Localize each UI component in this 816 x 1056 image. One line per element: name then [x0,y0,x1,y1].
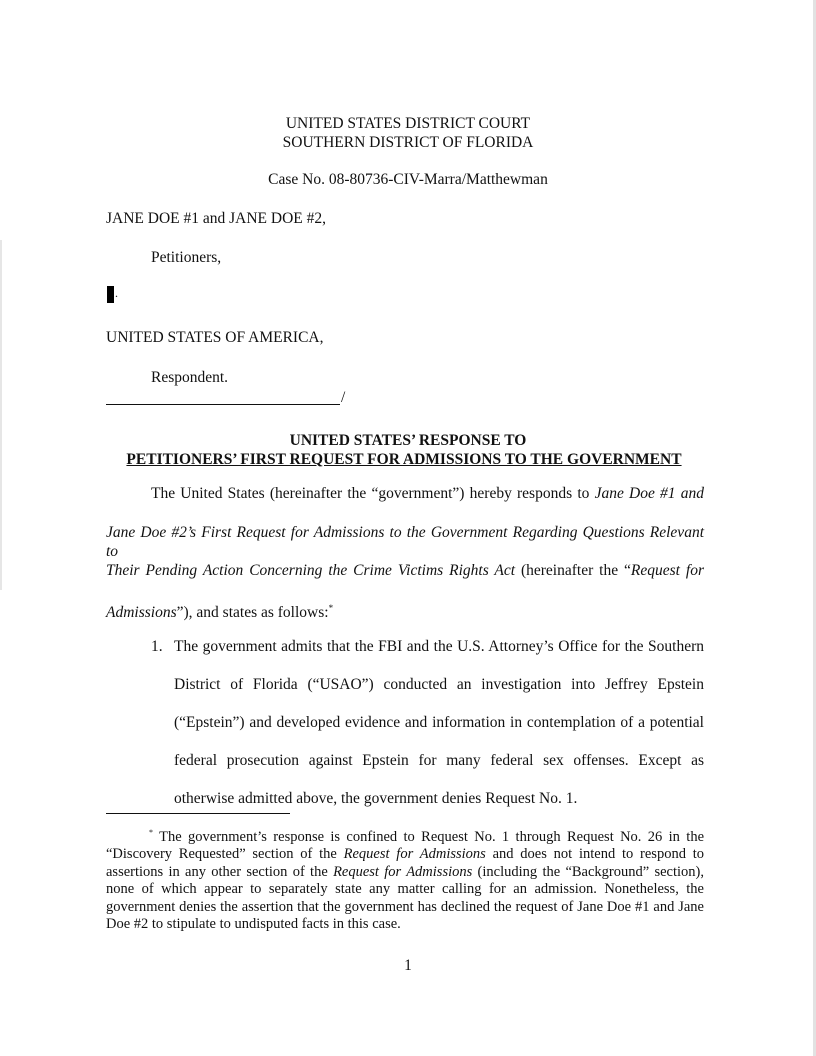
footnote-reference: * [328,603,334,613]
intro-line1: The United States (hereinafter the “government”) hereby responds to Jane Doe #1 and [151,485,704,502]
document-title-line2: PETITIONERS’ FIRST REQUEST FOR ADMISSIONS TO THE GOVERNMENT [126,451,682,468]
footnote-mark: * [149,828,153,837]
petitioners-label: Petitioners, [151,249,222,266]
redaction-box [107,286,114,303]
response-line: otherwise admitted above, the government denies Request No. 1. [174,790,578,807]
document-title-line1: UNITED STATES’ RESPONSE TO [289,432,527,449]
caption-slash: / [341,389,346,406]
response-number: 1. [151,638,163,655]
scan-edge-left [0,240,2,590]
intro-line4: Admissions”), and states as follows:* [106,603,334,622]
versus-mark: . [115,286,118,300]
petitioners-names: JANE DOE #1 and JANE DOE #2, [106,210,326,227]
intro-line2: Jane Doe #2’s First Request for Admissions to the Government Regarding Questions Relevant to [106,524,704,560]
court-name-line1: UNITED STATES DISTRICT COURT [285,115,531,132]
response-line: federal prosecution against Epstein for many federal sex offenses. Except as [174,752,704,769]
page-number: 1 [404,957,412,974]
caption-signature-line [106,404,340,405]
footnote-separator [106,813,290,814]
respondent-name: UNITED STATES OF AMERICA, [106,329,324,346]
response-line: District of Florida (“USAO”) conducted an investigation into Jeffrey Epstein [174,676,704,693]
respondent-label: Respondent. [151,369,229,386]
intro-line3: Their Pending Action Concerning the Crime Victims Rights Act (hereinafter the “Request for [106,562,705,579]
case-number: Case No. 08-80736-CIV-Marra/Matthewman [268,171,548,188]
court-name-line2: SOUTHERN DISTRICT OF FLORIDA [282,134,534,151]
response-line: The government admits that the FBI and the U.S. Attorney’s Office for the Southern [174,638,704,655]
response-line: (“Epstein”) and developed evidence and information in contemplation of a potential [174,714,704,731]
footnote-text: * The government’s response is confined to Request No. 1 through Request No. 26 in the “Discovery Requested” section of the Request for Admissions and does not intend to respond to assertions in any other section of the Request for Admissions (including the “Background” section), none of which appear to separately state any matter calling for an admission. Nonetheless, the government denies the assertion that the government has declined the request of Jane Doe #1 and Jane Doe #2 to stipulate to undisputed facts in this case. [106,828,705,933]
